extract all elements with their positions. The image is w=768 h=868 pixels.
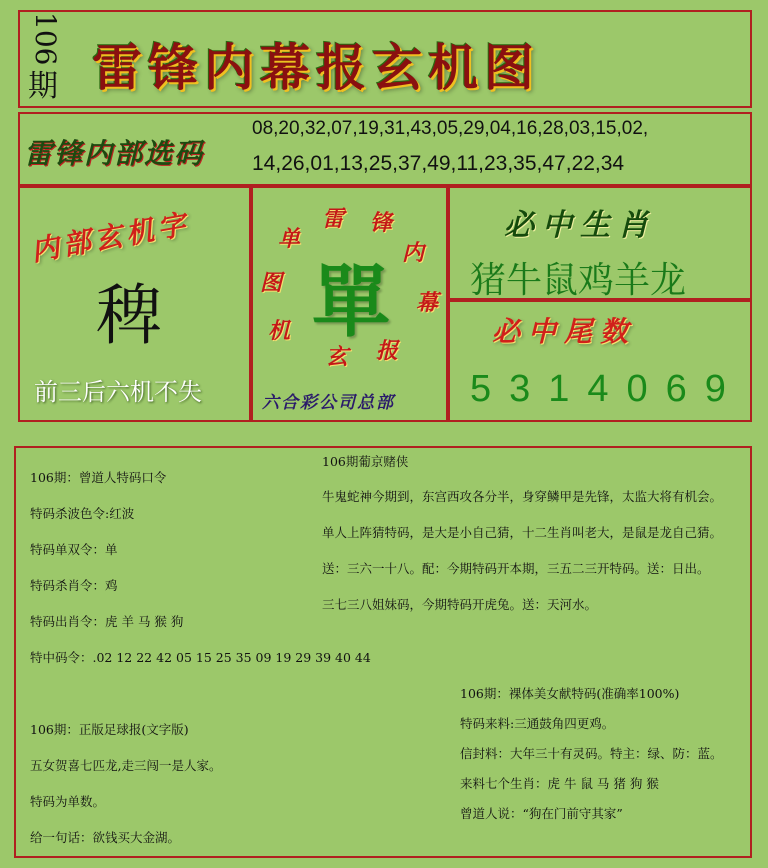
period-char: 期: [28, 69, 58, 104]
right-para: 送：三六一十八。配：今期特码开本期，三五二三开特码。送：日出。: [322, 561, 710, 576]
period-number: 106: [29, 12, 62, 66]
quote-line: 来料七个生肖：虎 牛 鼠 马 猪 狗 猴: [460, 776, 659, 791]
ring-char: 锋: [370, 210, 393, 236]
left-line: 106期：正版足球报(文字版): [30, 722, 189, 737]
ring-char: 图: [260, 270, 283, 296]
left-line: 特码出肖令：虎 羊 马 猴 狗: [30, 614, 184, 629]
left-line: 特码杀波色令:红波: [30, 506, 135, 521]
left-line: 106期：曾道人特码口令: [30, 470, 167, 485]
mystery-caption: 前三后六机不失: [34, 378, 202, 406]
ring-char: 机: [268, 318, 291, 344]
code-line-1: 08,20,32,07,19,31,43,05,29,04,16,28,03,15,02,: [252, 118, 649, 139]
left-line: 特码杀肖令：鸡: [30, 578, 118, 593]
mystery-label: 内部玄机字: [28, 207, 192, 268]
left-line: 给一句话：欲钱买大金湖。: [30, 830, 181, 845]
quote-line: 信封料：大年三十有灵码。特主：绿、防：蓝。: [460, 746, 723, 761]
left-line: 五女贺喜七匹龙,走三闯一是人家。: [30, 758, 222, 773]
ring-char: 单: [278, 226, 301, 252]
ring-char: 幕: [416, 290, 439, 316]
right-para: 三七三八姐妹码，今期特码开虎兔。送：天河水。: [322, 597, 598, 612]
left-line: 特码单双令：单: [30, 542, 118, 557]
ring-char: 玄: [326, 344, 349, 370]
tail-digits: 5314069: [470, 368, 744, 410]
quote-line: 特码来料:三通鼓角四更鸡。: [460, 716, 615, 731]
zodiac-animals: 猪牛鼠鸡羊龙: [470, 260, 687, 301]
left-line: 特中码令：.02 12 22 42 05 15 25 35 09 19 29 39 40 44: [30, 650, 371, 665]
mystery-char: 稗: [96, 277, 162, 354]
ring-char: 雷: [322, 206, 345, 232]
single-footer: 六合彩公司总部: [262, 393, 395, 413]
ring-char: 报: [376, 338, 399, 364]
code-box-label: 雷锋内部选码: [24, 137, 205, 170]
right-para: 牛鬼蛇神今期到，东宫西攻各分半，身穿鳞甲是先锋，太监大将有机会。: [322, 489, 723, 504]
single-center-char: 單: [312, 257, 391, 348]
zodiac-label: 必中生肖: [504, 208, 656, 243]
quote-title: 106期：裸体美女献特码(准确率100%): [460, 686, 680, 701]
ring-char: 内: [402, 240, 425, 266]
code-line-2: 14,26,01,13,25,37,49,11,23,35,47,22,34: [252, 152, 625, 175]
tail-label: 必中尾数: [492, 315, 637, 348]
quote-line: 曾道人说：“狗在门前守其家”: [460, 806, 623, 821]
right-para: 单人上阵猜特码，是大是小自己猜，十二生肖叫老大，是鼠是龙自己猜。: [322, 525, 723, 540]
right-title: 106期葡京赌侠: [322, 454, 409, 469]
left-line: 特码为单数。: [30, 794, 106, 809]
page-title: 雷锋内幕报玄机图: [92, 38, 540, 97]
